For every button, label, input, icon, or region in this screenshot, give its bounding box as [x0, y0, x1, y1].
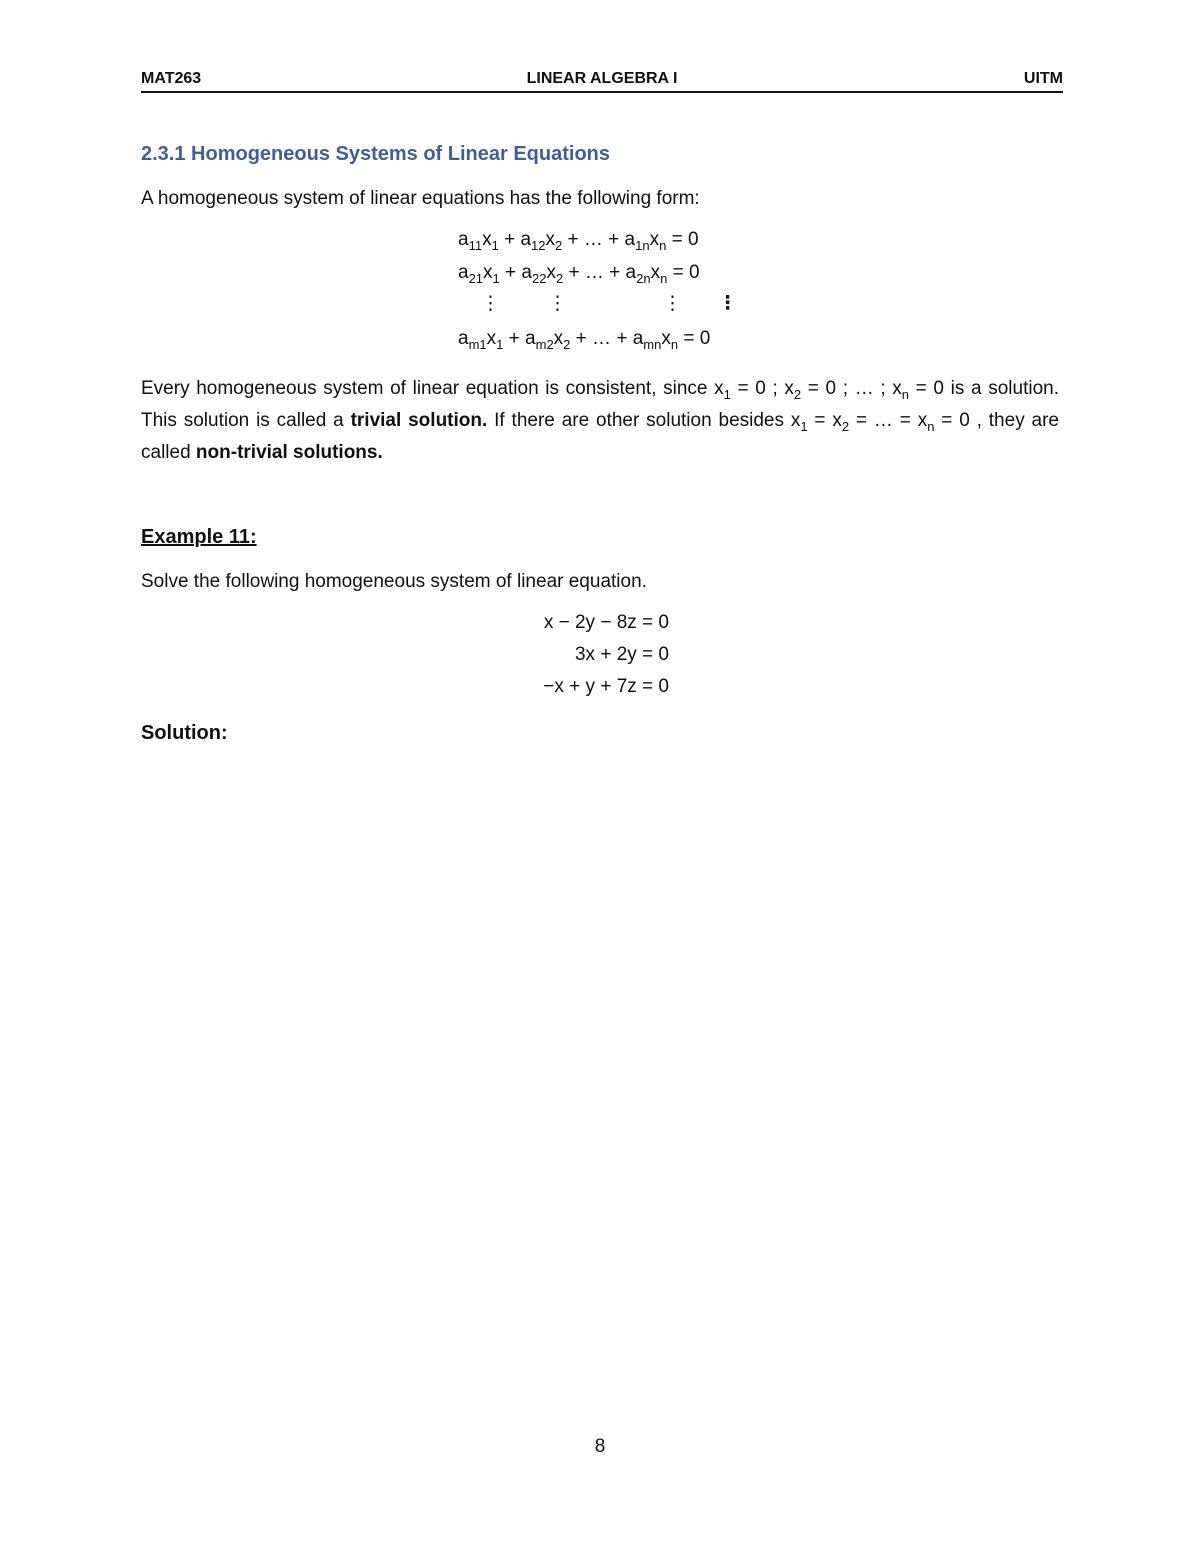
- vertical-dots-1: ⋮: [481, 293, 500, 314]
- intro-paragraph: A homogeneous system of linear equations has the following form:: [141, 188, 700, 209]
- vertical-dots-3: ⋮: [663, 293, 682, 314]
- consistency-paragraph: Every homogeneous system of linear equation is consistent, since $x_1 = 0$ ; $x_2 = 0$ ; … ; $x_n = 0$ is a solution. This solution is called a trivial solution. If there are other solution besides $x_1 = x_2$ = … = $x_n = 0$ , they are called non-trivial solutions.: [141, 378, 1060, 463]
- header-course-code: MAT263: [141, 70, 202, 87]
- vertical-dots-2: ⋮: [548, 293, 567, 314]
- section-title: 2.3.1 Homogeneous Systems of Linear Equations: [141, 143, 611, 165]
- vertical-dots-4: ⋮: [718, 293, 737, 314]
- example-equation-3: −x + y + 7z = 0: [543, 676, 669, 697]
- general-equation-row-1: $a_{11}x_1 + a_{12}x_2$ + … + $a_{1n}x_n = 0$: [458, 229, 699, 253]
- non-trivial-solutions-term: non-trivial solutions: [195, 442, 378, 463]
- page-number: 8: [594, 1436, 606, 1457]
- solution-label: Solution:: [141, 722, 228, 744]
- header-course-title: LINEAR ALGEBRA I: [526, 70, 678, 87]
- trivial-solution-term: trivial solution.: [350, 410, 488, 431]
- example-equation-1: x − 2y − 8z = 0: [543, 612, 669, 633]
- header-institution: UITM: [1023, 70, 1063, 87]
- page-header: [141, 70, 1063, 92]
- general-equation-row-m: $a_{m1}x_1 + a_{m2}x_2$ + … + $a_{mn}x_n = 0$: [458, 328, 711, 352]
- general-equation-row-2: $a_{21}x_1 + a_{22}x_2$ + … + $a_{2n}x_n = 0$: [458, 262, 700, 286]
- example-instructions: Solve the following homogeneous system of linear equation.: [141, 571, 647, 592]
- example-equation-2: 3x + 2y = 0: [574, 644, 669, 665]
- header-rule: [141, 91, 1063, 93]
- example-title: Example 11:: [141, 526, 257, 548]
